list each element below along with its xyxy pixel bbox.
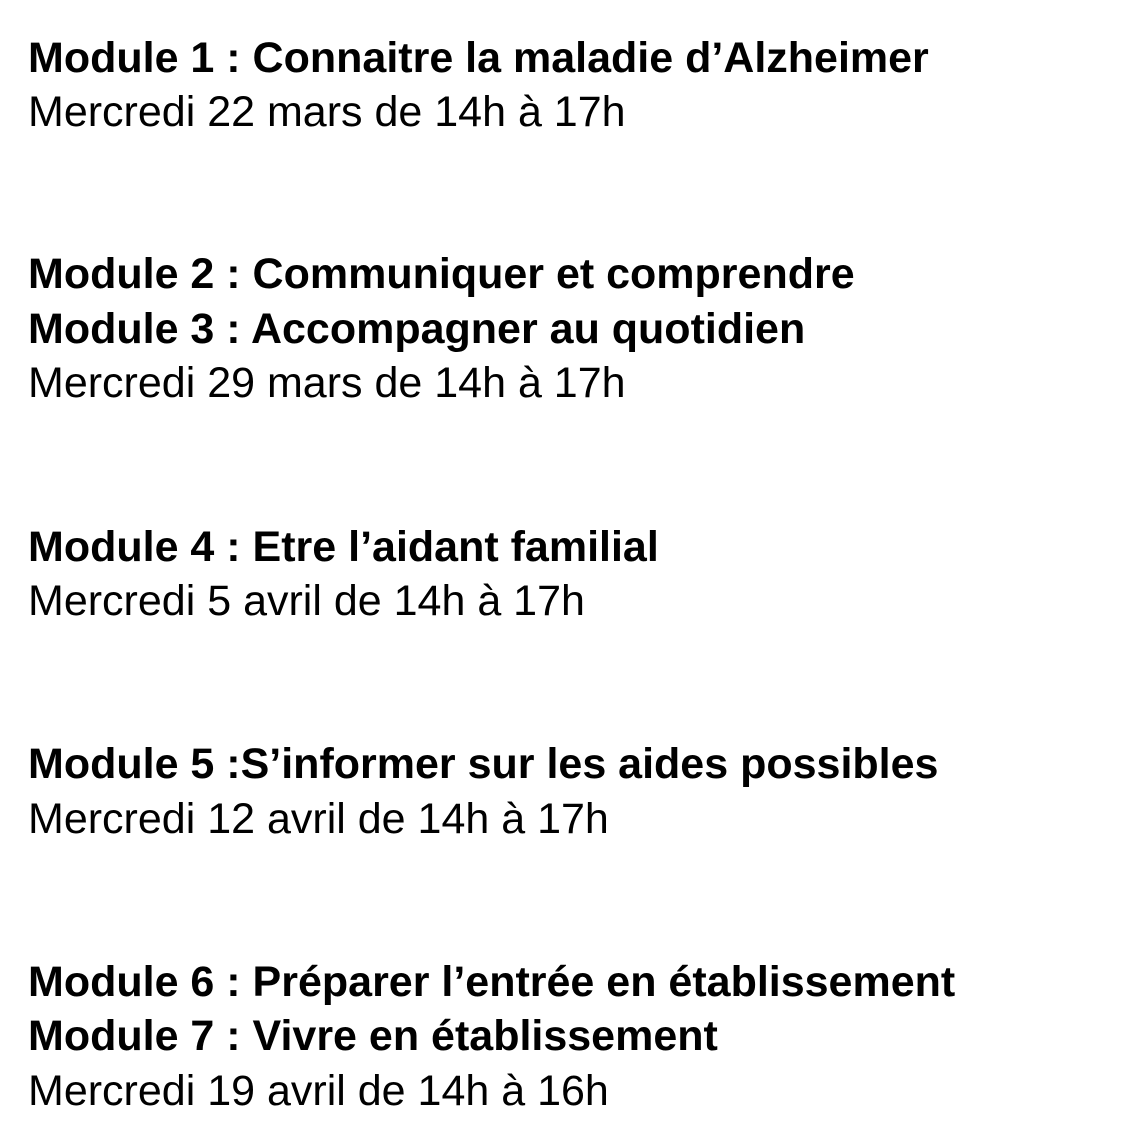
session-date: Mercredi 12 avril de 14h à 17h: [28, 795, 609, 843]
module-title: Module 5 :S’informer sur les aides possibles: [28, 740, 939, 788]
module-title: Module 7 : Vivre en établissement: [28, 1012, 718, 1060]
session-date: Mercredi 19 avril de 14h à 16h: [28, 1067, 609, 1115]
module-title: Module 4 : Etre l’aidant familial: [28, 523, 659, 571]
module-title: Module 2 : Communiquer et comprendre: [28, 250, 855, 298]
session-date: Mercredi 5 avril de 14h à 17h: [28, 577, 585, 625]
session-date: Mercredi 22 mars de 14h à 17h: [28, 88, 626, 136]
module-title: Module 3 : Accompagner au quotidien: [28, 305, 806, 353]
module-title: Module 6 : Préparer l’entrée en établissement: [28, 958, 956, 1006]
session-date: Mercredi 29 mars de 14h à 17h: [28, 359, 626, 407]
module-title: Module 1 : Connaitre la maladie d’Alzheimer: [28, 34, 929, 82]
